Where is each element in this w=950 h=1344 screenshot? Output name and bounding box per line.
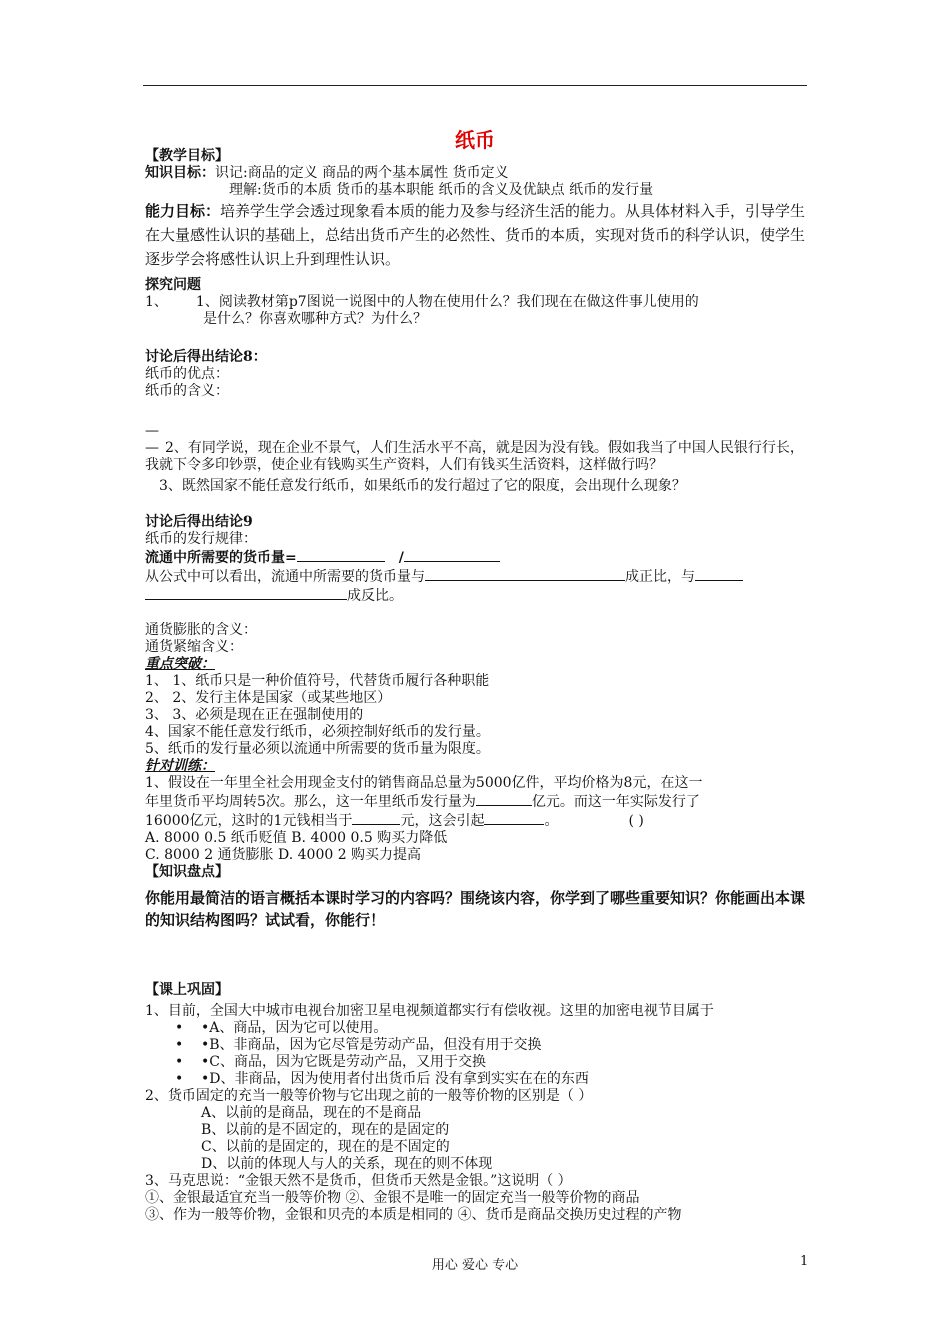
- bullet-dot: •: [175, 1037, 184, 1053]
- bullet-dot: •: [175, 1071, 184, 1087]
- explore-q1: [145, 294, 810, 311]
- formula-blank-1[interactable]: [297, 548, 385, 562]
- practice-line-3b: 元，这会引起: [400, 813, 485, 829]
- ability-text: 培养学生学会透过现象看本质的能力及参与经济生活的能力。从具体材料入手，引导学生在大量感性认识的基础上，总结出货币产生的必然性、货币的本质，实现对货币的科学认识，使学生逐步学会将感性认识上升到理性认识。: [145, 202, 806, 268]
- inflation-meaning: 通货膨胀的含义：: [145, 622, 257, 638]
- q1-option: [145, 1037, 810, 1054]
- bullet-dot: •: [175, 1054, 184, 1070]
- q3-statements-2: ③、作为一般等价物，金银和贝壳的本质是相同的 ④、货币是商品交换历史过程的产物: [145, 1207, 682, 1223]
- conclusion9-header: 讨论后得出结论9: [145, 514, 253, 530]
- q2-option: D、以前的体现人与人的关系，现在的则不体现: [201, 1156, 493, 1172]
- explore-q1-num: 1、: [145, 294, 168, 310]
- key-point-item: 5、纸币的发行量必须以流通中所需要的货币量为限度。: [145, 741, 490, 757]
- knowledge-understand: 理解:货币的本质 货币的基本职能 纸币的含义及优缺点 纸币的发行量: [229, 182, 654, 198]
- summary-header: 【知识盘点】: [145, 864, 229, 880]
- practice-line-1: 1、假设在一年里全社会用现金支付的销售商品总量为5000亿件，平均价格为8元，在这一: [145, 775, 703, 791]
- q2-option: C、以前的是固定的，现在的是不固定的: [201, 1139, 450, 1155]
- practice-line-2: [145, 792, 810, 811]
- explore-q1-text: 1、阅读教材第p7图说一说图中的人物在使用什么？我们现在在做这件事儿使用的: [195, 294, 699, 310]
- formula-blank-2[interactable]: [404, 548, 500, 562]
- conclusion8-advantage: 纸币的优点：: [145, 366, 229, 382]
- explore-q1-text2: 是什么？你喜欢哪种方式？为什么？: [203, 311, 427, 327]
- practice-blank-2[interactable]: [352, 811, 400, 825]
- proportional-blank[interactable]: [425, 567, 625, 581]
- formula-explain-1: [145, 567, 810, 586]
- header-rule: [143, 85, 807, 86]
- practice-blank-3[interactable]: [484, 811, 544, 825]
- explore-header: 探究问题: [145, 277, 201, 293]
- practice-line-2a: 年里货币平均周转5次。那么，这一年里纸币发行量为: [145, 794, 476, 810]
- key-points-header: 重点突破：: [145, 656, 215, 672]
- consolidate-q2: 2、货币固定的充当一般等价物与它出现之前的一般等价物的区别是（ ）: [145, 1088, 593, 1104]
- q3-statements-1: ①、金银最适宜充当一般等价物 ②、金银不是唯一的固定充当一般等价物的商品: [145, 1190, 640, 1206]
- practice-line-3: [145, 811, 810, 830]
- practice-header: 针对训练：: [145, 758, 215, 774]
- dash-line-1: —: [145, 423, 159, 439]
- teaching-goals-header: 【教学目标】: [145, 148, 229, 164]
- formula-explain-b: 成正比，与: [625, 569, 695, 585]
- q1-option-text: •C、商品，因为它既是劳动产品，又用于交换: [201, 1054, 486, 1070]
- q2-option: B、以前的是不固定的，现在的是固定的: [201, 1122, 450, 1138]
- page-title: 纸币: [455, 128, 495, 152]
- q3-text: 3、既然国家不能任意发行纸币，如果纸币的发行超过了它的限度，会出现什么现象？: [159, 478, 686, 494]
- inverse-blank-1[interactable]: [695, 567, 743, 581]
- q2-option: A、以前的是商品，现在的不是商品: [201, 1105, 422, 1121]
- consolidate-header: 【课上巩固】: [145, 982, 229, 998]
- q2-block: [145, 440, 810, 457]
- key-point-item: 2、 2、发行主体是国家（或某些地区）: [145, 690, 392, 706]
- practice-line-3c: 。: [544, 813, 559, 829]
- q1-option-text: •B、非商品，因为它尽管是劳动产品，但没有用于交换: [201, 1037, 542, 1053]
- practice-option-ab: A. 8000 0.5 纸币贬值 B. 4000 0.5 购买力降低: [145, 830, 448, 846]
- bullet-dot: •: [175, 1020, 184, 1036]
- formula-explain-2: [145, 586, 810, 605]
- formula-slash: /: [398, 550, 404, 566]
- content-body: [145, 148, 810, 1224]
- ability-label: 能力目标：: [145, 202, 221, 220]
- practice-line-2b: 亿元。而这一年实际发行了: [531, 794, 700, 810]
- answer-bracket: ( ): [628, 813, 644, 829]
- ability-goal: [145, 199, 810, 271]
- issuance-rule: 纸币的发行规律：: [145, 531, 257, 547]
- conclusion8-meaning: 纸币的含义：: [145, 383, 229, 399]
- practice-line-3a: 16000亿元，这时的1元钱相当于: [145, 813, 353, 829]
- inverse-blank-2[interactable]: [145, 586, 347, 600]
- key-point-item: 1、 1、纸币只是一种价值符号，代替货币履行各种职能: [145, 673, 490, 689]
- dash-line-2: —: [145, 440, 159, 456]
- q1-option-text: •D、非商品，因为使用者付出货币后 没有拿到实实在在的东西: [201, 1071, 589, 1087]
- formula-explain-a: 从公式中可以看出，流通中所需要的货币量与: [145, 569, 425, 585]
- key-point-item: 3、 3、必须是现在正在强制使用的: [145, 707, 364, 723]
- summary-text: 你能用最简洁的语言概括本课时学习的内容吗？围绕该内容，你学到了哪些重要知识？你能画出本课的知识结构图吗？试试看，你能行！: [145, 889, 806, 929]
- knowledge-label: 知识目标：: [145, 165, 215, 181]
- page-number: 1: [800, 1254, 809, 1269]
- formula-label: 流通中所需要的货币量=: [145, 550, 297, 566]
- q2-text: 2、有同学说，现在企业不景气，人们生活水平不高，就是因为没有钱。假如我当了中国人民银行行长，我就下令多印钞票，使企业有钱购买生产资料，人们有钱买生活资料，这样做行吗？: [145, 440, 804, 473]
- q1-option: [145, 1071, 810, 1088]
- q1-option: [145, 1020, 810, 1037]
- formula-explain-c: 成反比。: [347, 588, 403, 604]
- q1-option-text: •A、商品，因为它可以使用。: [201, 1020, 388, 1036]
- footer-motto: 用心 爱心 专心: [431, 1258, 519, 1273]
- knowledge-goal-line: [145, 165, 810, 182]
- consolidate-q1: 1、目前，全国大中城市电视台加密卫星电视频道都实行有偿收视。这里的加密电视节目属于: [145, 1003, 714, 1019]
- practice-blank-1[interactable]: [476, 792, 532, 806]
- conclusion8-header: 讨论后得出结论8：: [145, 349, 267, 365]
- q1-option: [145, 1054, 810, 1071]
- practice-option-cd: C. 8000 2 通货膨胀 D. 4000 2 购买力提高: [145, 847, 422, 863]
- key-point-item: 4、国家不能任意发行纸币，必须控制好纸币的发行量。: [145, 724, 490, 740]
- deflation-meaning: 通货紧缩含义：: [145, 639, 243, 655]
- knowledge-recall: 识记:商品的定义 商品的两个基本属性 货币定义: [215, 165, 509, 181]
- formula-line: [145, 548, 810, 567]
- consolidate-q3: 3、马克思说：“金银天然不是货币，但货币天然是金银。”这说明（ ）: [145, 1173, 572, 1189]
